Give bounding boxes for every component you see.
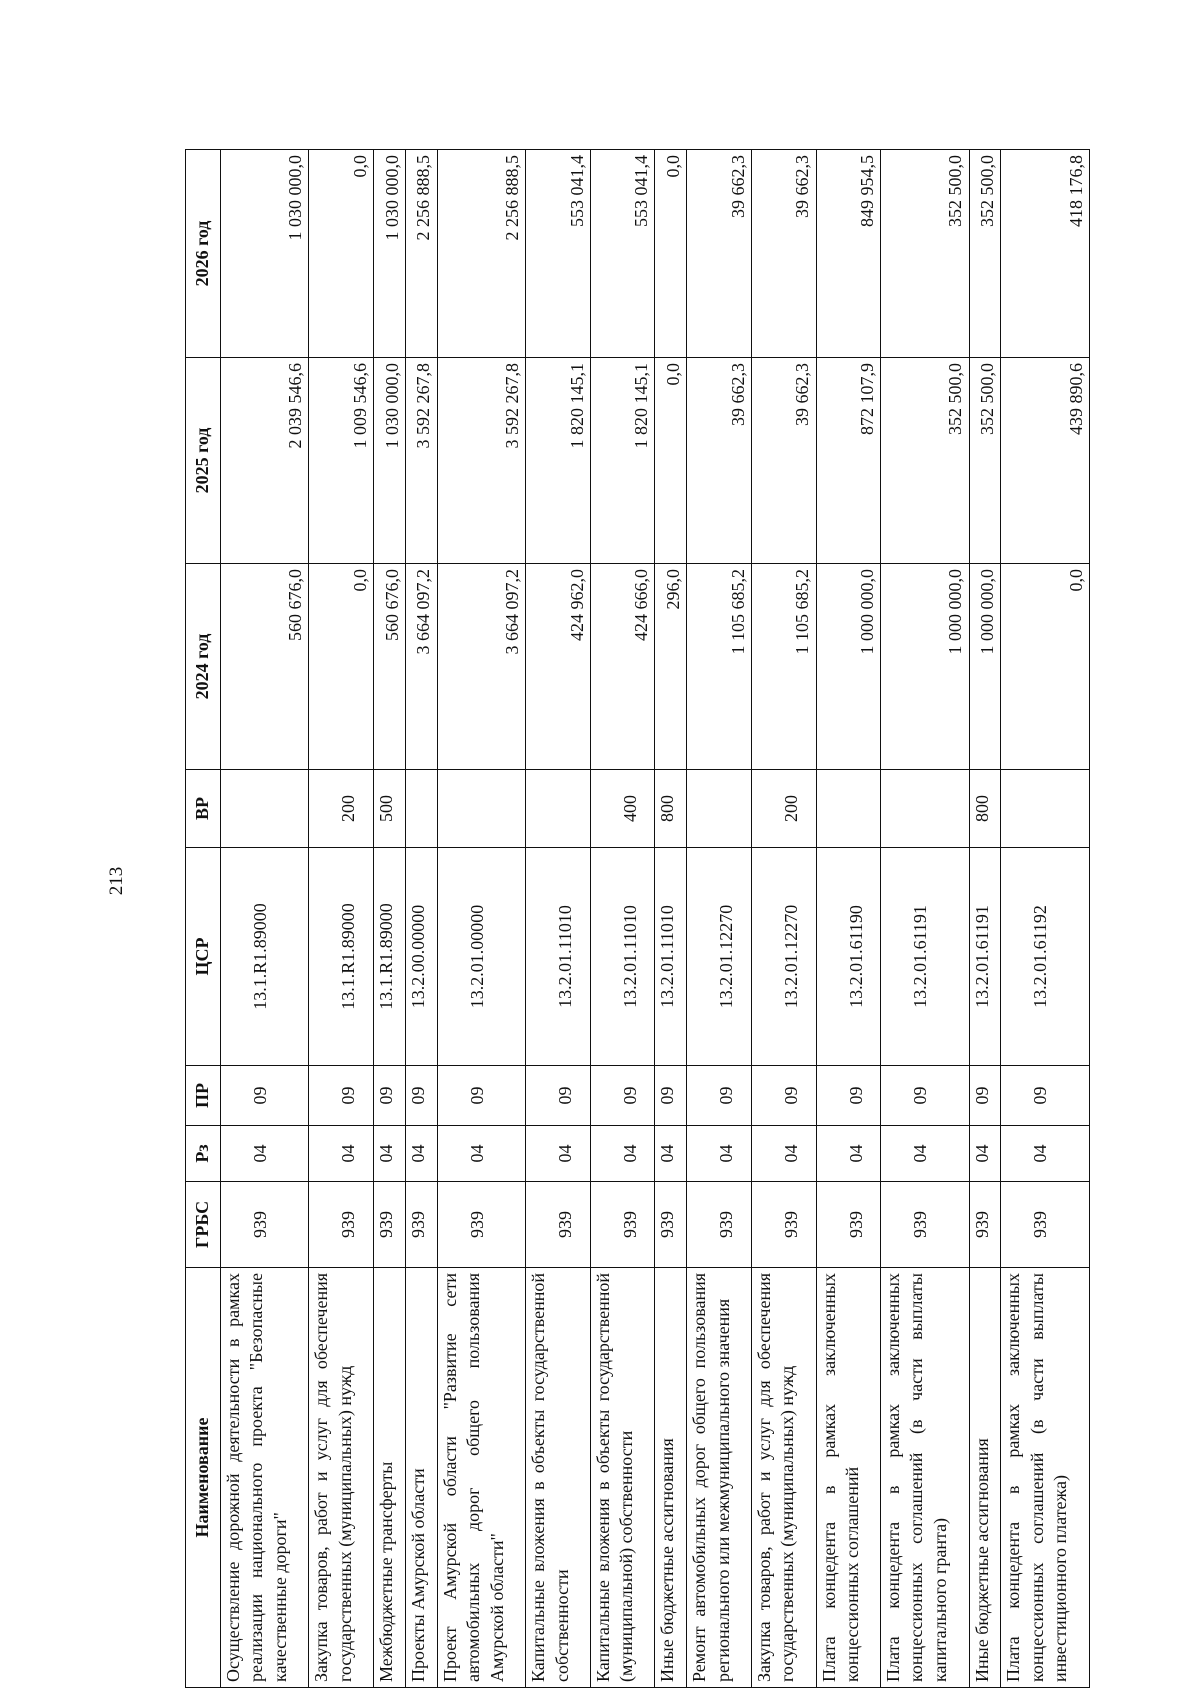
cell-rz: 04 — [437, 1126, 525, 1182]
table-row — [1001, 150, 1090, 1688]
cell-name: Проект Амурской области "Развитие сети автомобильных дорог общего пользования Амурской области" — [437, 1268, 525, 1688]
rotated-table-container — [185, 150, 1090, 1688]
cell-y2025: 872 107,9 — [816, 358, 881, 564]
cell-y2026: 553 041,4 — [526, 150, 591, 358]
cell-y2026: 352 500,0 — [969, 150, 1001, 358]
table-row — [751, 150, 816, 1688]
cell-y2024: 3 664 097,2 — [437, 564, 525, 770]
table-row — [881, 150, 969, 1688]
cell-csr: 13.2.01.11010 — [526, 848, 591, 1066]
cell-y2025: 352 500,0 — [881, 358, 969, 564]
table-body — [221, 150, 1090, 1688]
table-row — [655, 150, 687, 1688]
cell-grbs: 939 — [687, 1182, 752, 1268]
header-vr: ВР — [186, 770, 221, 848]
cell-pr: 09 — [437, 1066, 525, 1126]
cell-name: Плата концедента в рамках заключенных концессионных соглашений (в части выплаты капитального гранта) — [881, 1268, 969, 1688]
cell-name: Капитальные вложения в объекты государственной собственности — [526, 1268, 591, 1688]
cell-y2024: 424 962,0 — [526, 564, 591, 770]
cell-grbs: 939 — [526, 1182, 591, 1268]
cell-y2024: 560 676,0 — [221, 564, 309, 770]
cell-y2026: 1 030 000,0 — [221, 150, 309, 358]
cell-y2025: 1 009 546,6 — [309, 358, 374, 564]
cell-grbs: 939 — [816, 1182, 881, 1268]
cell-y2024: 0,0 — [1001, 564, 1090, 770]
cell-y2024: 1 105 685,2 — [687, 564, 752, 770]
cell-grbs: 939 — [309, 1182, 374, 1268]
cell-csr: 13.2.01.61190 — [816, 848, 881, 1066]
cell-y2025: 39 662,3 — [751, 358, 816, 564]
cell-y2024: 296,0 — [655, 564, 687, 770]
cell-name: Иные бюджетные ассигнования — [969, 1268, 1001, 1688]
table-row — [816, 150, 881, 1688]
header-csr: ЦСР — [186, 848, 221, 1066]
cell-pr: 09 — [969, 1066, 1001, 1126]
cell-y2026: 0,0 — [309, 150, 374, 358]
cell-y2026: 1 030 000,0 — [374, 150, 406, 358]
cell-vr — [687, 770, 752, 848]
cell-name: Межбюджетные трансферты — [374, 1268, 406, 1688]
cell-rz: 04 — [751, 1126, 816, 1182]
cell-vr: 800 — [655, 770, 687, 848]
cell-y2026: 553 041,4 — [590, 150, 655, 358]
cell-rz: 04 — [526, 1126, 591, 1182]
cell-grbs: 939 — [437, 1182, 525, 1268]
cell-name: Иные бюджетные ассигнования — [655, 1268, 687, 1688]
cell-rz: 04 — [1001, 1126, 1090, 1182]
cell-grbs: 939 — [751, 1182, 816, 1268]
cell-grbs: 939 — [590, 1182, 655, 1268]
cell-rz: 04 — [881, 1126, 969, 1182]
cell-y2025: 1 820 145,1 — [526, 358, 591, 564]
cell-csr: 13.2.01.61191 — [881, 848, 969, 1066]
cell-y2026: 39 662,3 — [687, 150, 752, 358]
cell-grbs: 939 — [405, 1182, 437, 1268]
cell-vr: 200 — [751, 770, 816, 848]
cell-y2026: 39 662,3 — [751, 150, 816, 358]
header-2024: 2024 год — [186, 564, 221, 770]
cell-y2025: 39 662,3 — [687, 358, 752, 564]
cell-csr: 13.2.01.11010 — [590, 848, 655, 1066]
cell-y2025: 439 890,6 — [1001, 358, 1090, 564]
cell-pr: 09 — [816, 1066, 881, 1126]
cell-name: Плата концедента в рамках заключенных концессионных соглашений — [816, 1268, 881, 1688]
cell-pr: 09 — [655, 1066, 687, 1126]
page-number: 213 — [106, 866, 127, 896]
cell-y2026: 849 954,5 — [816, 150, 881, 358]
cell-vr — [881, 770, 969, 848]
cell-pr: 09 — [751, 1066, 816, 1126]
cell-y2024: 1 105 685,2 — [751, 564, 816, 770]
cell-vr: 500 — [374, 770, 406, 848]
cell-vr — [221, 770, 309, 848]
cell-pr: 09 — [590, 1066, 655, 1126]
cell-y2026: 0,0 — [655, 150, 687, 358]
cell-rz: 04 — [816, 1126, 881, 1182]
cell-name: Ремонт автомобильных дорог общего пользования регионального или межмуниципального значения — [687, 1268, 752, 1688]
cell-grbs: 939 — [969, 1182, 1001, 1268]
cell-y2024: 560 676,0 — [374, 564, 406, 770]
table-row — [374, 150, 406, 1688]
cell-vr: 800 — [969, 770, 1001, 848]
cell-vr — [405, 770, 437, 848]
cell-y2024: 1 000 000,0 — [969, 564, 1001, 770]
cell-csr: 13.2.00.00000 — [405, 848, 437, 1066]
cell-rz: 04 — [405, 1126, 437, 1182]
table-row — [437, 150, 525, 1688]
header-name: Наименование — [186, 1268, 221, 1688]
cell-rz: 04 — [687, 1126, 752, 1182]
cell-y2024: 0,0 — [309, 564, 374, 770]
cell-pr: 09 — [687, 1066, 752, 1126]
cell-y2026: 2 256 888,5 — [437, 150, 525, 358]
cell-grbs: 939 — [881, 1182, 969, 1268]
cell-y2024: 424 666,0 — [590, 564, 655, 770]
cell-rz: 04 — [221, 1126, 309, 1182]
cell-name: Плата концедента в рамках заключенных концессионных соглашений (в части выплаты инвестиционного платежа) — [1001, 1268, 1090, 1688]
cell-rz: 04 — [309, 1126, 374, 1182]
cell-rz: 04 — [969, 1126, 1001, 1182]
table-row — [590, 150, 655, 1688]
cell-pr: 09 — [405, 1066, 437, 1126]
cell-pr: 09 — [309, 1066, 374, 1126]
cell-vr — [1001, 770, 1090, 848]
cell-grbs: 939 — [1001, 1182, 1090, 1268]
cell-y2024: 1 000 000,0 — [816, 564, 881, 770]
cell-y2025: 352 500,0 — [969, 358, 1001, 564]
cell-y2024: 3 664 097,2 — [405, 564, 437, 770]
table-row — [309, 150, 374, 1688]
cell-pr: 09 — [1001, 1066, 1090, 1126]
header-2025: 2025 год — [186, 358, 221, 564]
cell-name: Закупка товаров, работ и услуг для обеспечения государственных (муниципальных) нужд — [309, 1268, 374, 1688]
cell-y2025: 3 592 267,8 — [405, 358, 437, 564]
cell-pr: 09 — [881, 1066, 969, 1126]
header-rz: Рз — [186, 1126, 221, 1182]
cell-y2026: 418 176,8 — [1001, 150, 1090, 358]
cell-csr: 13.2.01.12270 — [751, 848, 816, 1066]
cell-csr: 13.1.R1.89000 — [374, 848, 406, 1066]
cell-csr: 13.2.01.11010 — [655, 848, 687, 1066]
cell-y2025: 3 592 267,8 — [437, 358, 525, 564]
cell-vr: 200 — [309, 770, 374, 848]
cell-pr: 09 — [374, 1066, 406, 1126]
cell-vr — [816, 770, 881, 848]
cell-vr: 400 — [590, 770, 655, 848]
header-grbs: ГРБС — [186, 1182, 221, 1268]
cell-grbs: 939 — [655, 1182, 687, 1268]
table-row — [221, 150, 309, 1688]
cell-vr — [437, 770, 525, 848]
cell-csr: 13.1.R1.89000 — [309, 848, 374, 1066]
header-2026: 2026 год — [186, 150, 221, 358]
cell-y2025: 1 820 145,1 — [590, 358, 655, 564]
cell-grbs: 939 — [221, 1182, 309, 1268]
cell-name: Проекты Амурской области — [405, 1268, 437, 1688]
cell-csr: 13.1.R1.89000 — [221, 848, 309, 1066]
cell-csr: 13.2.01.61191 — [969, 848, 1001, 1066]
budget-table — [185, 149, 1090, 1688]
cell-y2026: 352 500,0 — [881, 150, 969, 358]
cell-pr: 09 — [221, 1066, 309, 1126]
cell-name: Закупка товаров, работ и услуг для обеспечения государственных (муниципальных) нужд — [751, 1268, 816, 1688]
cell-rz: 04 — [590, 1126, 655, 1182]
table-row — [687, 150, 752, 1688]
cell-csr: 13.2.01.12270 — [687, 848, 752, 1066]
table-row — [969, 150, 1001, 1688]
cell-y2025: 2 039 546,6 — [221, 358, 309, 564]
cell-y2025: 0,0 — [655, 358, 687, 564]
table-row — [405, 150, 437, 1688]
header-pr: ПР — [186, 1066, 221, 1126]
cell-name: Осуществление дорожной деятельности в рамках реализации национального проекта "Безопасные качественные дороги" — [221, 1268, 309, 1688]
cell-rz: 04 — [374, 1126, 406, 1182]
cell-csr: 13.2.01.61192 — [1001, 848, 1090, 1066]
cell-name: Капитальные вложения в объекты государственной (муниципальной) собственности — [590, 1268, 655, 1688]
cell-rz: 04 — [655, 1126, 687, 1182]
table-header-row — [186, 150, 221, 1688]
table-row — [526, 150, 591, 1688]
cell-pr: 09 — [526, 1066, 591, 1126]
cell-vr — [526, 770, 591, 848]
cell-y2025: 1 030 000,0 — [374, 358, 406, 564]
cell-y2024: 1 000 000,0 — [881, 564, 969, 770]
cell-grbs: 939 — [374, 1182, 406, 1268]
cell-csr: 13.2.01.00000 — [437, 848, 525, 1066]
cell-y2026: 2 256 888,5 — [405, 150, 437, 358]
